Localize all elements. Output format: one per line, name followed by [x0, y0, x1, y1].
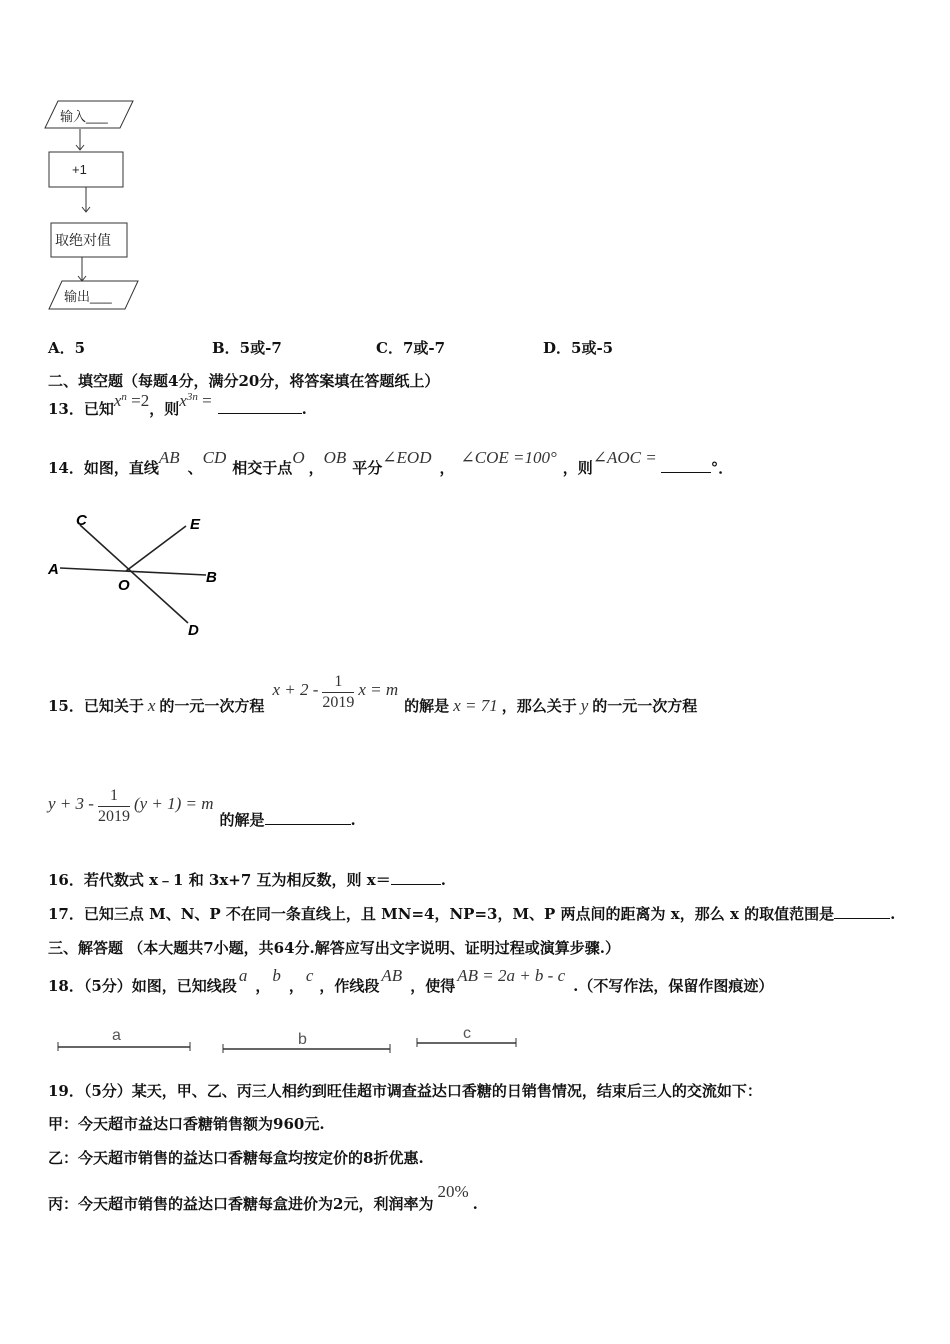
question-15-line1: 15．已知关于 x 的一元一次方程x + 2 - $\frac{1}{2019}$ x = m的解是 x = 71 ，那么关于 y 的一元一次方程	[48, 673, 698, 715]
flow-plus-one-label: +1	[72, 162, 87, 177]
segment-a-label: a	[112, 1027, 121, 1044]
fig-label-e: E	[190, 516, 201, 533]
q12-option-b: B．5或-7	[212, 339, 282, 357]
q12-option-c: C．7或-7	[376, 339, 446, 357]
flow-input-label: 输入___	[60, 109, 108, 124]
fig-label-o: O	[118, 577, 130, 594]
q12-option-a: A．5	[48, 339, 86, 357]
question-14: 14．如图，直线AB、CD相交于点O，OB平分∠EOD，∠COE =100°，则∠AOC =°．	[48, 448, 734, 477]
ray-oe	[126, 526, 186, 571]
flow-output-label: 输出___	[64, 289, 112, 304]
fig-label-a: A	[48, 561, 59, 578]
q13-answer-blank	[218, 399, 302, 414]
segment-c-label: c	[463, 1025, 471, 1042]
q12-option-d: D．5或-5	[543, 339, 614, 357]
flow-abs-label: 取绝对值	[55, 232, 111, 248]
question-19-jia: 甲：今天超市益达口香糖销售额为960元.	[48, 1115, 325, 1133]
q18-segments	[50, 1020, 530, 1060]
question-18: 18．（5分）如图，已知线段a，b，c，作线段AB，使得AB = 2a + b - c.（不写作法，保留作图痕迹）	[48, 966, 774, 995]
q17-answer-blank	[834, 904, 890, 919]
question-19-intro: 19．（5分）某天，甲、乙、丙三人相约到旺佳超市调查益达口香糖的日销售情况，结束后三人的交流如下：	[48, 1082, 762, 1100]
fig-label-d: D	[188, 622, 199, 639]
flowchart-diagram	[40, 95, 150, 320]
question-19-bing: 丙：今天超市销售的益达口香糖每盒进价为2元，利润率为20%.	[48, 1182, 478, 1213]
question-13: 13．已知$x^n =2$，则$x^{3n}$ = .	[48, 390, 307, 418]
q14-answer-blank	[661, 458, 711, 473]
fig-label-b: B	[206, 569, 217, 586]
q14-figure	[40, 505, 230, 645]
question-16: 16．若代数式 x﹣1 和 3x+7 互为相反数，则 x＝ .	[48, 871, 446, 889]
q15-answer-blank	[265, 810, 351, 825]
q16-answer-blank	[391, 870, 441, 885]
question-19-yi: 乙：今天超市销售的益达口香糖每盒均按定价的8折优惠.	[48, 1149, 424, 1167]
question-15-line2: y + 3 - $\frac{1}{2019}$ (y + 1) = m的解是 .	[48, 787, 356, 829]
segment-b-label: b	[298, 1031, 307, 1048]
section3-title: 三、解答题 （本大题共7小题，共64分.解答应写出文字说明、证明过程或演算步骤.）	[48, 939, 620, 957]
question-17: 17．已知三点 M、N、P 不在同一条直线上，且 MN=4，NP=3，M、P 两点间的距离为 x，那么 x 的取值范围是 .	[48, 905, 896, 923]
section2-title: 二、填空题（每题4分，满分20分，将答案填在答题纸上）	[48, 372, 440, 390]
fig-label-c: C	[76, 512, 87, 529]
